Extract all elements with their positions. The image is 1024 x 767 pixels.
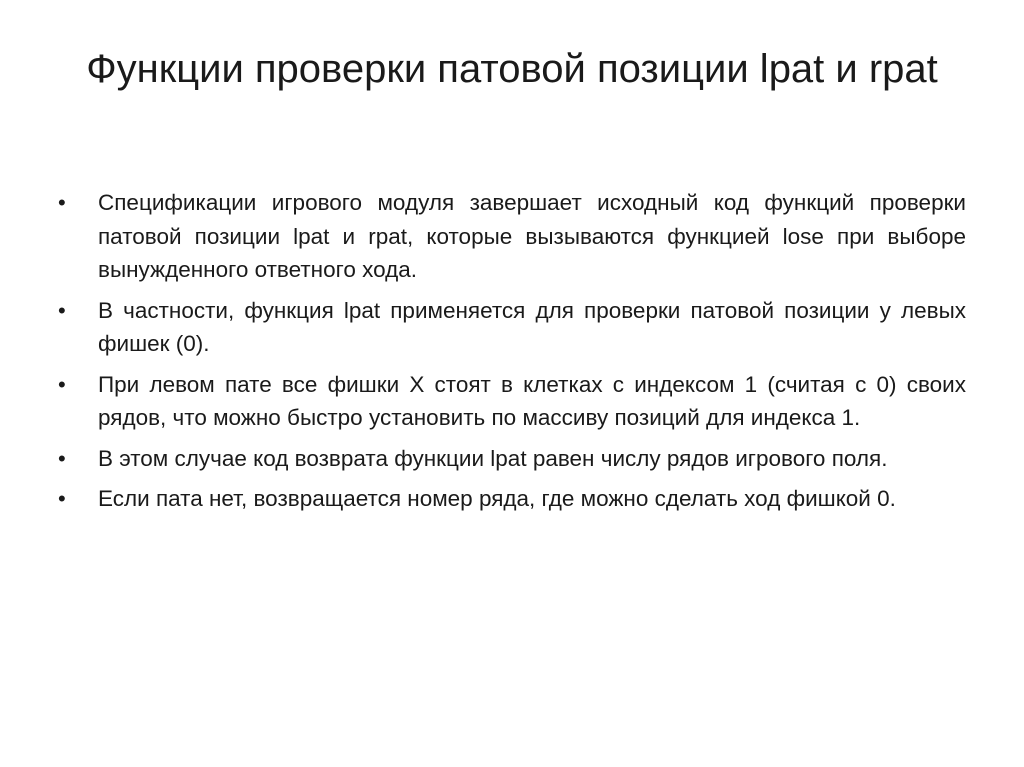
- bullet-text: Если пата нет, возвращается номер ряда, где можно сделать ход фишкой 0.: [98, 486, 896, 511]
- bullet-text: В частности, функция lpat применяется для проверки патовой позиции у левых фишек (0).: [98, 297, 966, 356]
- bullet-icon: •: [58, 297, 66, 323]
- bullet-item: [58, 482, 966, 516]
- bullet-icon: •: [58, 445, 66, 471]
- bullet-text: Спецификации игрового модуля завершает исходный код функций проверки патовой позиции lpat и rpat, которые вызываются функцией lose при выборе вынужденного ответного хода.: [98, 190, 966, 282]
- bullet-icon: •: [58, 190, 66, 215]
- bullet-item: [58, 294, 966, 361]
- bullet-item: [58, 368, 966, 435]
- bullet-icon: •: [58, 371, 66, 397]
- bullet-icon: •: [58, 486, 66, 511]
- slide-title: Функции проверки патовой позиции lpat и rpat: [86, 47, 938, 91]
- bullet-item: [58, 442, 966, 476]
- bullet-text: При левом пате все фишки X стоят в клетках с индексом 1 (считая с 0) своих рядов, что можно быстро установить по массиву позиций для индекса 1.: [98, 371, 966, 430]
- bullet-list: [58, 186, 966, 523]
- bullet-item: [58, 186, 966, 287]
- bullet-text: В этом случае код возврата функции lpat равен числу рядов игрового поля.: [98, 445, 888, 471]
